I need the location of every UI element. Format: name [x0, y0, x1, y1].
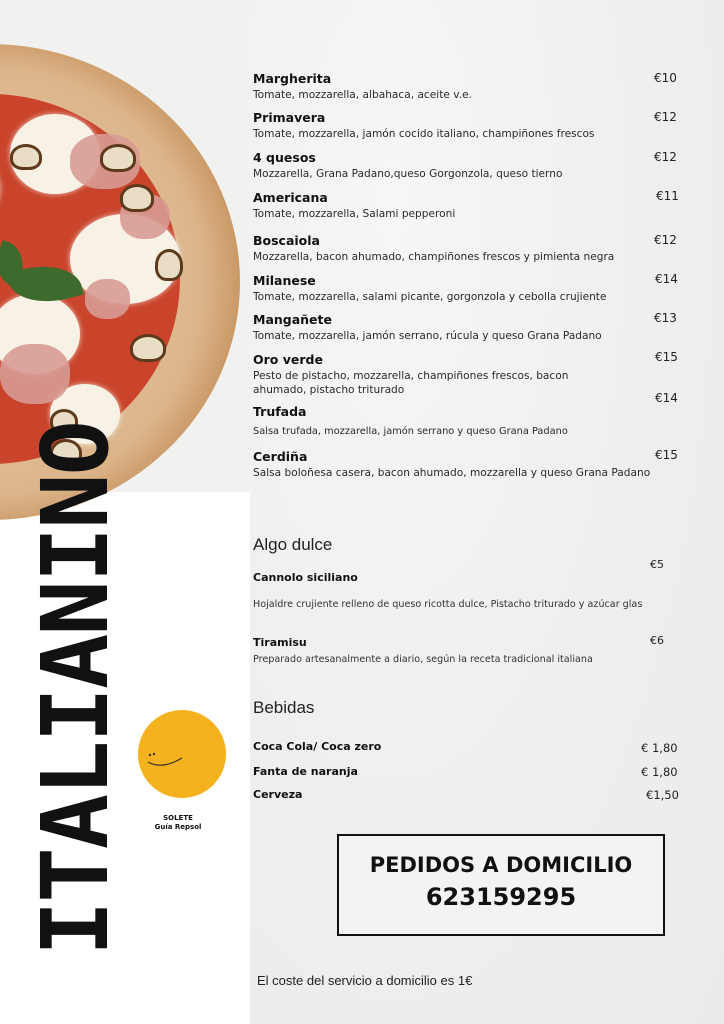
item-description: Tomate, mozzarella, salami picante, gorgonzola y cebolla crujiente — [253, 291, 607, 303]
item-price: €5 — [650, 558, 664, 571]
dessert-item — [253, 636, 683, 666]
brand-logo-text: ITALIANINO — [22, 422, 129, 956]
menu-item — [253, 110, 683, 141]
item-price: €1,50 — [646, 788, 679, 802]
item-description: Tomate, mozzarella, Salami pepperoni — [253, 208, 456, 220]
item-description: Tomate, mozzarella, albahaca, aceite v.e. — [253, 89, 472, 101]
menu-item — [253, 150, 683, 181]
item-description: Hojaldre crujiente relleno de queso ricotta dulce, Pistacho triturado y azúcar glas — [253, 599, 643, 610]
item-name: Boscaiola — [253, 233, 320, 248]
menu-item — [253, 233, 683, 264]
solete-badge-label — [150, 814, 206, 832]
delivery-box — [337, 834, 665, 936]
item-name: Coca Cola/ Coca zero — [253, 740, 382, 753]
desserts-heading: Algo dulce — [253, 535, 333, 554]
menu-item — [253, 352, 613, 397]
item-name: Trufada — [253, 404, 307, 419]
item-price: € 1,80 — [641, 765, 678, 779]
item-description: Salsa boloñesa casera, bacon ahumado, mozzarella y queso Grana Padano — [253, 467, 651, 479]
item-price: €13 — [654, 311, 677, 325]
item-description: Mozzarella, Grana Padano,queso Gorgonzola, queso tierno — [253, 168, 563, 180]
item-price: €14 — [655, 391, 678, 405]
item-name: Mangañete — [253, 312, 332, 327]
dessert-item — [253, 571, 683, 611]
item-description: Preparado artesanalmente a diario, según la receta tradicional italiana — [253, 654, 593, 665]
delivery-phone[interactable]: 623159295 — [425, 883, 577, 911]
menu-item — [253, 449, 653, 480]
item-name: Primavera — [253, 110, 326, 125]
item-name: Tiramisu — [253, 636, 307, 649]
delivery-fee-note: El coste del servicio a domicilio es 1€ — [257, 973, 473, 988]
menu-item — [253, 312, 683, 343]
item-name: 4 quesos — [253, 150, 316, 165]
item-price: €6 — [650, 634, 664, 647]
item-name: Milanese — [253, 273, 316, 288]
menu-item — [253, 273, 683, 304]
item-name: Margherita — [253, 71, 332, 86]
menu-item — [253, 404, 683, 439]
item-description: Salsa trufada, mozzarella, jamón serrano y queso Grana Padano — [253, 426, 568, 437]
menu-item — [253, 190, 683, 221]
item-price: €15 — [655, 448, 678, 462]
item-price: €12 — [654, 233, 677, 247]
item-description: Pesto de pistacho, mozzarella, champiñones frescos, bacon ahumado, pistacho triturado — [253, 370, 569, 396]
drink-item — [253, 765, 683, 778]
item-price: €14 — [655, 272, 678, 286]
drink-item — [253, 788, 683, 801]
item-name: Cerveza — [253, 788, 303, 801]
badge-line1: SOLETE — [163, 814, 193, 822]
item-name: Americana — [253, 190, 328, 205]
item-price: €15 — [655, 350, 678, 364]
item-name: Oro verde — [253, 352, 323, 367]
badge-line2: Guía Repsol — [154, 823, 202, 831]
item-description: Mozzarella, bacon ahumado, champiñones frescos y pimienta negra — [253, 251, 615, 263]
item-name: Fanta de naranja — [253, 765, 358, 778]
drink-item — [253, 740, 683, 753]
smile-icon — [138, 710, 226, 798]
item-price: €12 — [654, 110, 677, 124]
item-name: Cannolo siciliano — [253, 571, 358, 584]
item-description: Tomate, mozzarella, jamón serrano, rúcula y queso Grana Padano — [253, 330, 602, 342]
item-price: €11 — [656, 189, 679, 203]
delivery-title: PEDIDOS A DOMICILIO — [369, 853, 633, 877]
menu-item — [253, 71, 683, 102]
item-price: €10 — [654, 71, 677, 85]
item-name: Cerdiña — [253, 449, 308, 464]
item-description: Tomate, mozzarella, jamón cocido italiano, champiñones frescos — [253, 128, 595, 140]
solete-sun-icon — [138, 710, 226, 798]
drinks-heading: Bebidas — [253, 698, 315, 717]
item-price: € 1,80 — [641, 741, 678, 755]
item-price: €12 — [654, 150, 677, 164]
